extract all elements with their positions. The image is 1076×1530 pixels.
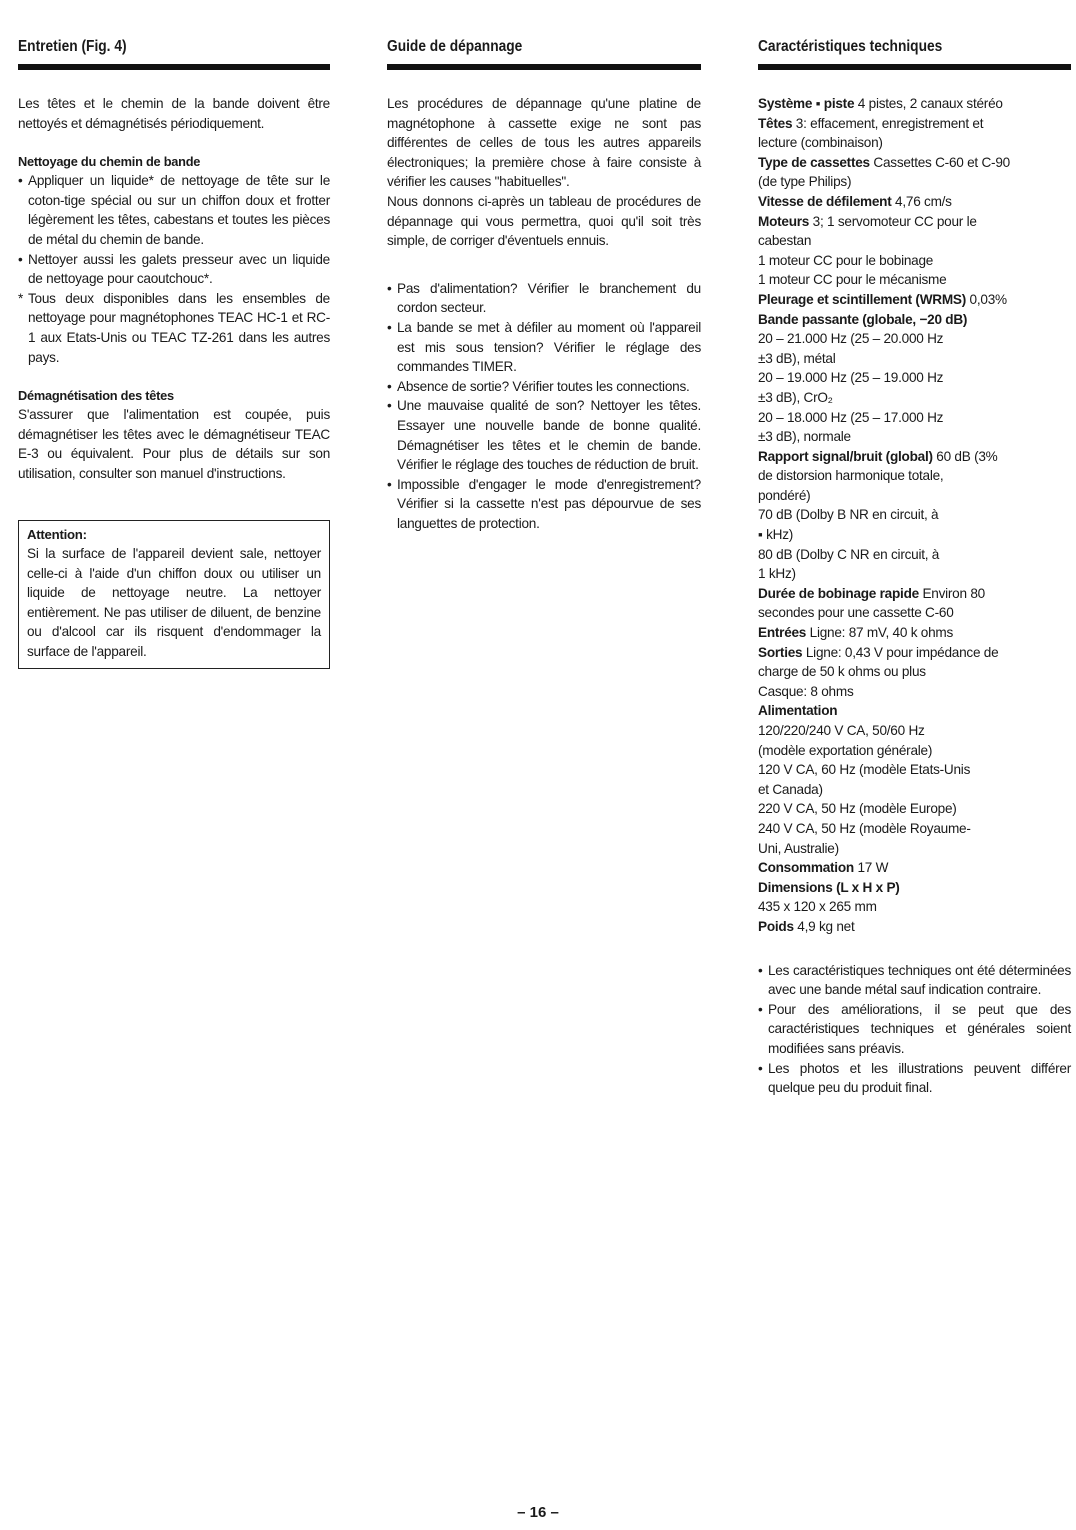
spec-value: ±3 dB), normale [758,429,851,445]
demagnetization-text: S'assurer que l'alimentation est coupée, puis démagnétiser les têtes avec le démagnétiseur TEAC E-3 ou équivalent. Pour plus de détails sur son utilisation, consulter son manuel d'instructions. [18,407,330,481]
spec-list [758,94,1071,937]
list-item: • Nettoyer aussi les galets presseur avec un liquide de nettoyage pour caoutchouc*. [18,250,330,289]
spec-label: Consommation [758,860,854,876]
spec-label: Rapport signal/bruit (global) [758,448,933,464]
attention-text: Si la surface de l'appareil devient sale, nettoyer celle-ci à l'aide d'un chiffon doux ou utiliser un liquide de nettoyage neutre. La nettoyer entièrement. Ne pas utiliser de diluent, de benzine ou d'alcool car ils risquent d'endommager la surface de l'appareil. [27,546,321,660]
spec-label: Alimentation [758,703,838,719]
spec-value: Ligne: 87 mV, 40 k ohms [806,625,954,641]
spec-value: Environ 80 [918,585,985,601]
spec-line [758,251,1071,271]
spec-value: 1 kHz) [758,566,796,582]
spec-line [758,682,1071,702]
attention-box [18,520,330,669]
spec-line [758,643,1071,663]
maintenance-intro: Les têtes et le chemin de la bande doivent être nettoyés et démagnétisés périodiquement. [18,96,330,131]
spec-line [758,447,1071,467]
spec-value: ±3 dB), CrO₂ [758,389,833,405]
subheading-tape-path-cleaning: Nettoyage du chemin de bande [18,154,201,170]
spec-line [758,310,1071,330]
spec-label: Type de cassettes [758,154,870,170]
spec-line [758,388,1071,408]
troubleshooting-intro: Les procédures de dépannage qu'une platine de magnétophone à cassette exige ne sont pas différentes de celles de tous les autres appareils électroniques; la première chose à faire consiste à vérifier les causes "habituelles". [387,96,701,190]
spec-value: 220 V CA, 50 Hz (modèle Europe) [758,801,957,817]
spec-line [758,427,1071,447]
spec-value: charge de 50 k ohms ou plus [758,664,926,680]
section-heading-troubleshooting: Guide de dépannage [387,38,523,55]
subheading-head-demagnetization: Démagnétisation des têtes [18,388,174,404]
spec-label: Entrées [758,625,807,641]
spec-line [758,780,1071,800]
spec-value: Cassettes C-60 et C-90 [869,154,1010,170]
spec-label: Sorties [758,644,803,660]
spec-line [758,94,1071,114]
spec-label: Dimensions (L x H x P) [758,879,900,895]
spec-line [758,172,1071,192]
maintenance-column [18,36,330,669]
spec-line [758,349,1071,369]
spec-line [758,153,1071,173]
spec-line [758,603,1071,623]
spec-line [758,564,1071,584]
spec-line [758,408,1071,428]
spec-value: 120/220/240 V CA, 50/60 Hz [758,723,925,738]
list-item: • Appliquer un liquide* de nettoyage de tête sur le coton-tige spécial ou sur un chiffon doux et frotter légèrement les têtes, cabestans et toutes les pièces de métal du chemin de bande. [18,171,330,249]
spec-label: Têtes [758,115,793,131]
list-item: • Pour des améliorations, il se peut que des caractéristiques techniques et générales soient modifiées sans préavis. [758,1000,1071,1059]
spec-value: 20 – 19.000 Hz (25 – 19.000 Hz [758,370,944,386]
spec-value: et Canada) [758,781,823,797]
spec-value: 20 – 18.000 Hz (25 – 17.000 Hz [758,409,944,425]
spec-line [758,799,1071,819]
spec-line [758,545,1071,565]
troubleshooting-note: Nous donnons ci-après un tableau de procédures de dépannage qui vous permettra, quoi qu'il soit très simple, de corriger d'éventuels ennuis. [387,193,701,249]
spec-line [758,878,1071,898]
spec-line [758,270,1071,290]
specifications-column [758,36,1071,1098]
spec-line [758,231,1071,251]
spec-line [758,623,1071,643]
spec-value: 435 x 120 x 265 mm [758,899,877,915]
spec-value: 1 moteur CC pour le mécanisme [758,272,947,288]
spec-value: 20 – 21.000 Hz (25 – 20.000 Hz [758,331,944,347]
list-item: • Une mauvaise qualité de son? Nettoyer les têtes. Essayer une nouvelle bande de bonne qualité. Démagnétiser les têtes et le chemin de bande. Vérifier le réglage des touches de réduction de bruit. [387,396,701,474]
spec-line [758,505,1071,525]
spec-value: Ligne: 0,43 V pour impédance de [802,644,999,660]
spec-line [758,212,1071,232]
spec-label: Durée de bobinage rapide [758,585,919,601]
spec-value: 80 dB (Dolby C NR en circuit, à [758,546,940,562]
spec-value: 70 dB (Dolby B NR en circuit, à [758,507,939,523]
list-item: • Impossible d'engager le mode d'enregistrement? Vérifier si la cassette n'est pas dépourvue de ses languettes de protection. [387,475,701,534]
attention-title: Attention: [27,526,87,542]
spec-value: 240 V CA, 50 Hz (modèle Royaume- [758,820,971,836]
spec-value: 0,03% [966,291,1007,307]
spec-value: Uni, Australie) [758,840,839,856]
spec-value: 4,9 kg net [793,918,855,934]
spec-line [758,133,1071,153]
spec-line [758,839,1071,859]
spec-label: Système ▪ piste [758,96,855,111]
spec-line [758,525,1071,545]
spec-line [758,466,1071,486]
troubleshooting-column [387,36,701,533]
spec-value: 60 dB (3% [932,448,998,464]
section-heading-maintenance: Entretien (Fig. 4) [18,38,127,55]
spec-value: 120 V CA, 60 Hz (modèle Etats-Unis [758,762,971,778]
spec-line [758,741,1071,761]
spec-value: 1 moteur CC pour le bobinage [758,252,934,268]
spec-line [758,486,1071,506]
list-item: • La bande se met à défiler au moment où l'appareil est mis sous tension? Vérifier le réglage des commandes TIMER. [387,318,701,377]
spec-line [758,858,1071,878]
heading-rule [758,64,1071,70]
spec-line [758,760,1071,780]
spec-line [758,701,1071,721]
spec-line [758,368,1071,388]
heading-rule [387,64,701,70]
spec-value: Casque: 8 ohms [758,683,854,699]
list-item: • Les photos et les illustrations peuvent différer quelque peu du produit final. [758,1059,1071,1098]
spec-label: Vitesse de défilement [758,193,892,209]
list-item: • Absence de sortie? Vérifier toutes les connections. [387,377,701,397]
spec-line [758,819,1071,839]
spec-value: (modèle exportation générale) [758,742,933,758]
spec-value: lecture (combinaison) [758,135,883,151]
spec-value: pondéré) [758,487,811,503]
spec-value: 4,76 cm/s [891,193,952,209]
list-item: • Pas d'alimentation? Vérifier le branchement du cordon secteur. [387,279,701,318]
spec-line [758,192,1071,212]
spec-line [758,917,1071,937]
spec-value: secondes pour une cassette C-60 [758,605,954,621]
spec-value: 3: effacement, enregistrement et [792,115,984,131]
spec-line [758,721,1071,741]
spec-value: ▪ kHz) [758,527,794,543]
spec-value: 4 pistes, 2 canaux stéréo [854,96,1003,111]
spec-value: cabestan [758,233,812,249]
spec-line [758,897,1071,917]
spec-value: 3; 1 servomoteur CC pour le [809,213,977,229]
spec-line [758,329,1071,349]
spec-value: 17 W [853,860,889,876]
spec-line [758,584,1071,604]
heading-rule [18,64,330,70]
section-heading-specifications: Caractéristiques techniques [758,38,943,55]
spec-label: Pleurage et scintillement (WRMS) [758,291,967,307]
spec-line [758,662,1071,682]
spec-label: Moteurs [758,213,810,229]
page-number: – 16 – [517,1504,559,1521]
spec-value: (de type Philips) [758,174,852,190]
spec-label: Bande passante (globale, −20 dB) [758,311,968,327]
footnote: * Tous deux disponibles dans les ensembles de nettoyage pour magnétophones TEAC HC-1 et RC-1 aux Etats-Unis ou TEAC TZ-261 dans les autres pays. [18,289,330,367]
spec-line [758,290,1071,310]
spec-value: de distorsion harmonique totale, [758,468,944,484]
spec-label: Poids [758,918,794,934]
spec-value: ±3 dB), métal [758,350,836,366]
spec-line [758,114,1071,134]
list-item: • Les caractéristiques techniques ont été déterminées avec une bande métal sauf indication contraire. [758,961,1071,1000]
